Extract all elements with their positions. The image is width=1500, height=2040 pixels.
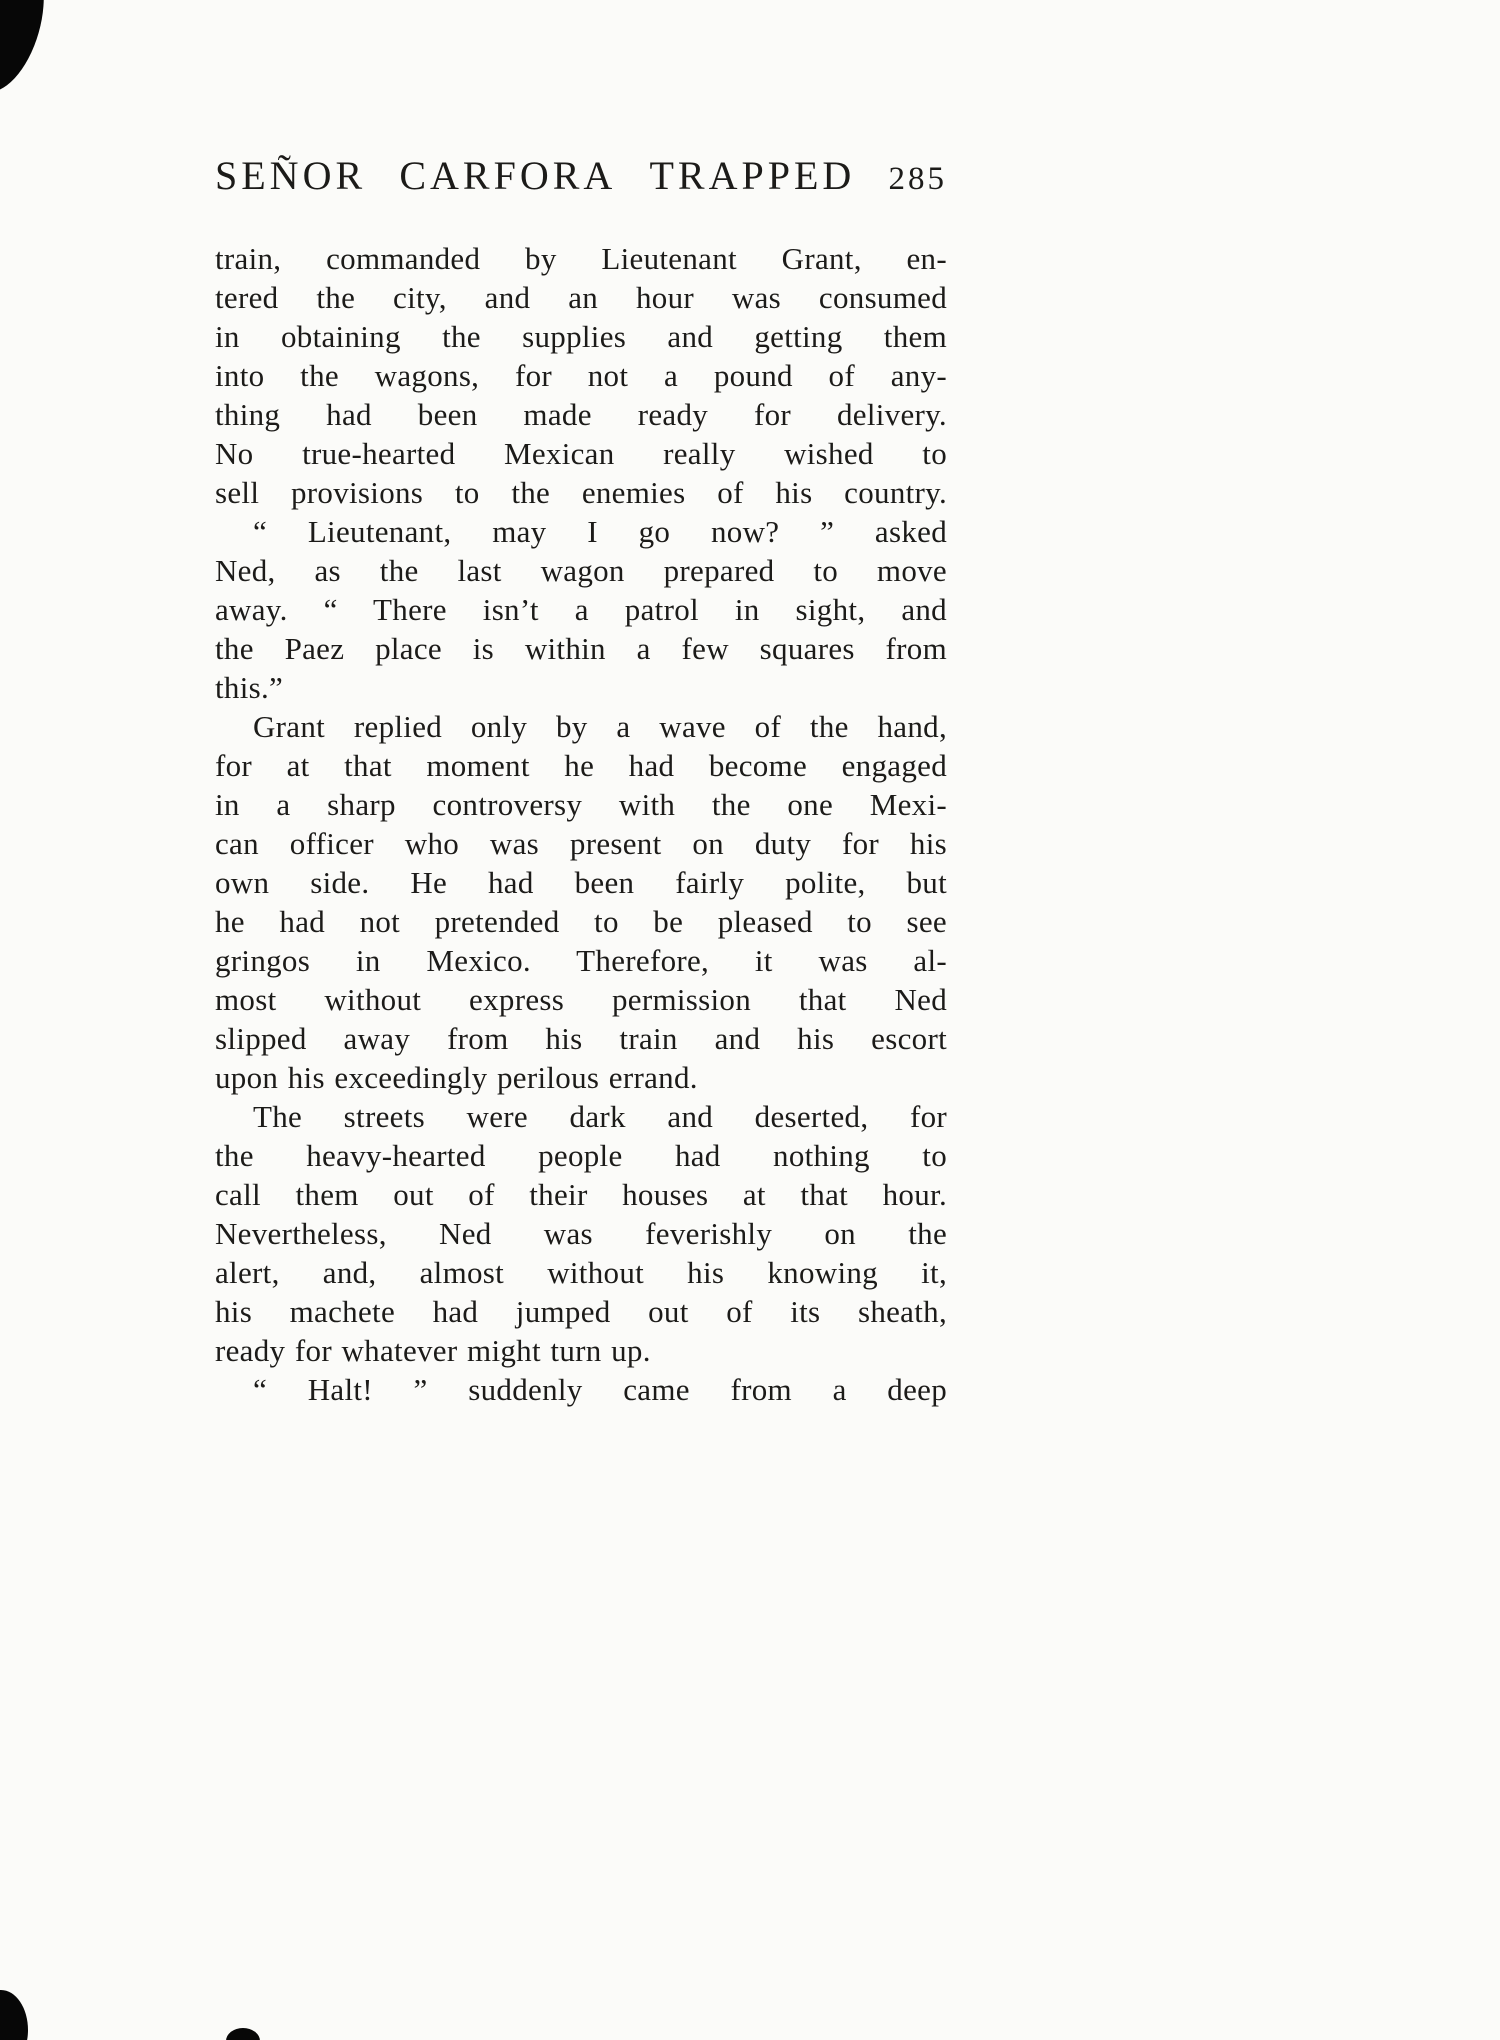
text-line: sell provisions to the enemies of his country. xyxy=(215,475,947,510)
text-line: Ned, as the last wagon prepared to move xyxy=(215,553,947,588)
text-line: ready for whatever might turn up. xyxy=(215,1333,651,1368)
scan-artifact-bottom-left xyxy=(0,1990,28,2040)
text-line: Grant replied only by a wave of the hand, xyxy=(253,709,947,744)
text-line: Nevertheless, Ned was feverishly on the xyxy=(215,1216,947,1251)
scan-artifact-bottom-center xyxy=(226,2028,260,2040)
header-title-word: TRAPPED xyxy=(649,153,856,198)
text-line: No true-hearted Mexican really wished to xyxy=(215,436,947,471)
text-line: the heavy-hearted people had nothing to xyxy=(215,1138,947,1173)
paragraph xyxy=(215,1370,947,1409)
paragraph xyxy=(215,512,947,707)
text-line: alert, and, almost without his knowing it, xyxy=(215,1255,947,1290)
text-line: most without express permission that Ned xyxy=(215,982,947,1017)
text-line: away. “ There isn’t a patrol in sight, and xyxy=(215,592,947,627)
text-line: The streets were dark and deserted, for xyxy=(253,1099,947,1134)
page-body xyxy=(215,239,947,1409)
text-line: “ Halt! ” suddenly came from a deep xyxy=(253,1372,947,1407)
page-number: 285 xyxy=(888,161,947,197)
text-line: upon his exceedingly perilous errand. xyxy=(215,1060,698,1095)
text-line: for at that moment he had become engaged xyxy=(215,748,947,783)
text-line: this.” xyxy=(215,670,284,705)
text-line: train, commanded by Lieutenant Grant, en- xyxy=(215,241,947,276)
paragraph xyxy=(215,239,947,512)
text-line: the Paez place is within a few squares from xyxy=(215,631,947,666)
text-line: in obtaining the supplies and getting them xyxy=(215,319,947,354)
header-title-word: SEÑOR xyxy=(215,153,367,198)
text-line: tered the city, and an hour was consumed xyxy=(215,280,947,315)
header-title-word: CARFORA xyxy=(399,153,617,198)
text-line: own side. He had been fairly polite, but xyxy=(215,865,947,900)
text-line: he had not pretended to be pleased to see xyxy=(215,904,947,939)
text-line: into the wagons, for not a pound of any- xyxy=(215,358,947,393)
text-line: call them out of their houses at that hour. xyxy=(215,1177,947,1212)
scan-artifact-top-left xyxy=(0,0,58,101)
text-line: “ Lieutenant, may I go now? ” asked xyxy=(253,514,947,549)
text-column xyxy=(215,153,947,1409)
paragraph xyxy=(215,1097,947,1370)
text-line: thing had been made ready for delivery. xyxy=(215,397,947,432)
text-line: can officer who was present on duty for his xyxy=(215,826,947,861)
text-line: his machete had jumped out of its sheath, xyxy=(215,1294,947,1329)
paragraph xyxy=(215,707,947,1097)
running-header xyxy=(215,153,947,199)
text-line: slipped away from his train and his escort xyxy=(215,1021,947,1056)
text-line: in a sharp controversy with the one Mexi- xyxy=(215,787,947,822)
text-line: gringos in Mexico. Therefore, it was al- xyxy=(215,943,947,978)
